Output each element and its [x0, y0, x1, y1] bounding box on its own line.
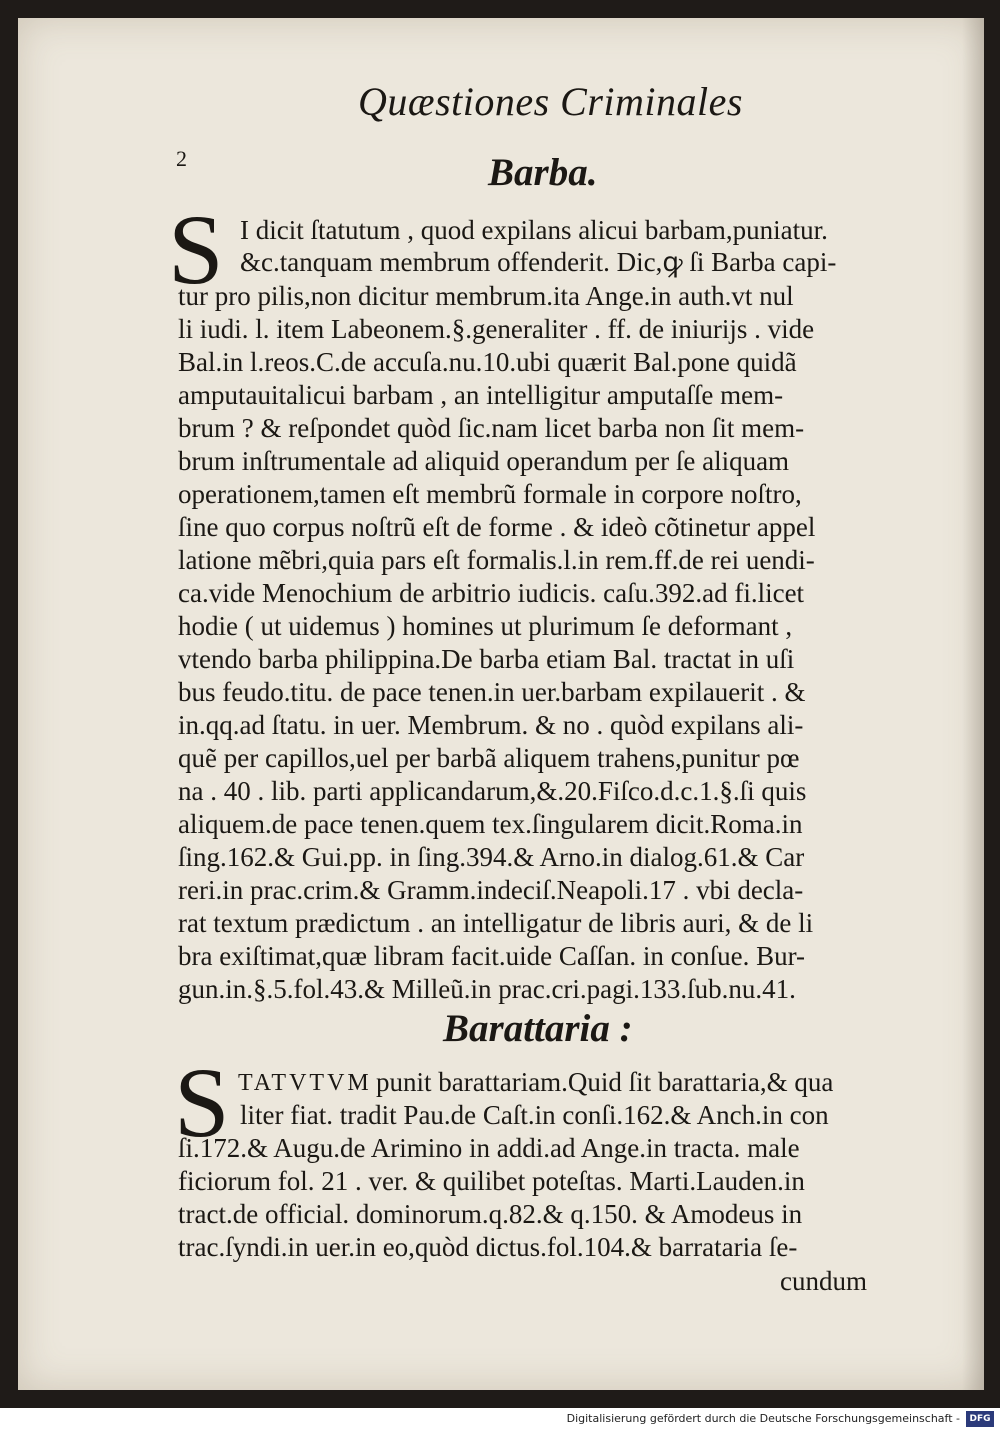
text-line: tract.de official. dominorum.q.82.& q.150. & Amodeus in: [178, 1199, 803, 1229]
text-line: bus feudo.titu. de pace tenen.in uer.barbam expilauerit . &: [178, 677, 806, 707]
dfg-logo: DFG: [966, 1411, 994, 1427]
running-head: Quæstiones Criminales: [358, 79, 743, 124]
text-line: &c.tanquam membrum offenderit. Dic,ꝙ ſi Barba capi-: [240, 247, 837, 277]
text-line: quẽ per capillos,uel per barbã aliquem trahens,punitur pœ: [178, 743, 800, 773]
page-mark: 2: [176, 146, 187, 171]
text-line: amputauitalicui barbam , an intelligitur amputaſſe mem-: [178, 380, 784, 410]
text-line: bra exiſtimat,quæ libram facit.uide Caſſan. in conſue. Bur-: [178, 941, 806, 971]
text-line: ſine quo corpus noſtrũ eſt de forme . & ideò cõtinetur appel: [178, 512, 816, 542]
text-line: punit barattariam.Quid ſit barattaria,& qua: [376, 1067, 834, 1097]
text-line: liter fiat. tradit Pau.de Caſt.in conſi.162.& Anch.in con: [240, 1100, 829, 1130]
text-line: brum inſtrumentale ad aliquid operandum per ſe aliquam: [178, 446, 790, 476]
text-line: aliquem.de pace tenen.quem tex.ſingularem dicit.Roma.in: [178, 809, 803, 839]
footer-credit: Digitalisierung gefördert durch die Deutsche Forschungsgemeinschaft -: [566, 1412, 960, 1425]
text-line: brum ? & reſpondet quòd ſic.nam licet barba non ſit mem-: [178, 413, 805, 443]
text-line: vtendo barba philippina.De barba etiam Bal. tractat in uſi: [178, 644, 795, 674]
text-line: tur pro pilis,non dicitur membrum.ita Ange.in auth.vt nul: [178, 281, 794, 311]
text-line: latione mẽbri,quia pars eſt formalis.l.in rem.ff.de rei uendi-: [178, 545, 815, 575]
section-heading-barba: Barba.: [488, 151, 598, 194]
text-line: rat textum prædictum . an intelligatur de libris auri, & de li: [178, 908, 814, 938]
text-line: hodie ( ut uidemus ) homines ut plurimum ſe deformant ,: [178, 611, 793, 641]
text-line: gun.in.§.5.fol.43.& Milleũ.in prac.cri.pagi.133.ſub.nu.41.: [178, 974, 796, 1004]
drop-initial-barattaria: S: [174, 1047, 230, 1158]
digitization-footer: [0, 1408, 1000, 1432]
text-line: trac.ſyndi.in uer.in eo,quòd dictus.fol.104.& barrataria ſe-: [178, 1232, 798, 1262]
text-line: Bal.in l.reos.C.de accuſa.nu.10.ubi quærit Bal.pone quidã: [178, 347, 797, 377]
text-line: li iudi. l. item Labeonem.§.generaliter . ff. de iniurijs . vide: [178, 314, 815, 344]
text-line: ſi.172.& Augu.de Arimino in addi.ad Ange.in tracta. male: [178, 1133, 800, 1163]
text-line: ficiorum fol. 21 . ver. & quilibet poteſtas. Marti.Lauden.in: [178, 1166, 805, 1196]
text-line: operationem,tamen eſt membrũ formale in corpore noſtro,: [178, 479, 802, 509]
drop-initial-barba: S: [168, 194, 224, 305]
section-heading-barattaria: Barattaria :: [443, 1007, 633, 1050]
text-line: na . 40 . lib. parti applicandarum,&.20.Fiſco.d.c.1.§.ſi quis: [178, 776, 807, 806]
book-page: [18, 18, 984, 1390]
text-line: in.qq.ad ſtatu. in uer. Membrum. & no . quòd expilans ali-: [178, 710, 804, 740]
page-edge-shadow: [962, 18, 984, 1390]
text-line: ca.vide Menochium de arbitrio iudicis. caſu.392.ad fi.licet: [178, 578, 805, 608]
text-line: ſing.162.& Gui.pp. in ſing.394.& Arno.in dialog.61.& Car: [178, 842, 805, 872]
smallcaps-opening-word: TATVTVM: [238, 1070, 372, 1096]
text-line: reri.in prac.crim.& Gramm.indeciſ.Neapoli.17 . vbi decla-: [178, 875, 804, 905]
catchword: cundum: [780, 1266, 867, 1296]
text-line: I dicit ſtatutum , quod expilans alicui barbam,puniatur.: [240, 215, 828, 245]
